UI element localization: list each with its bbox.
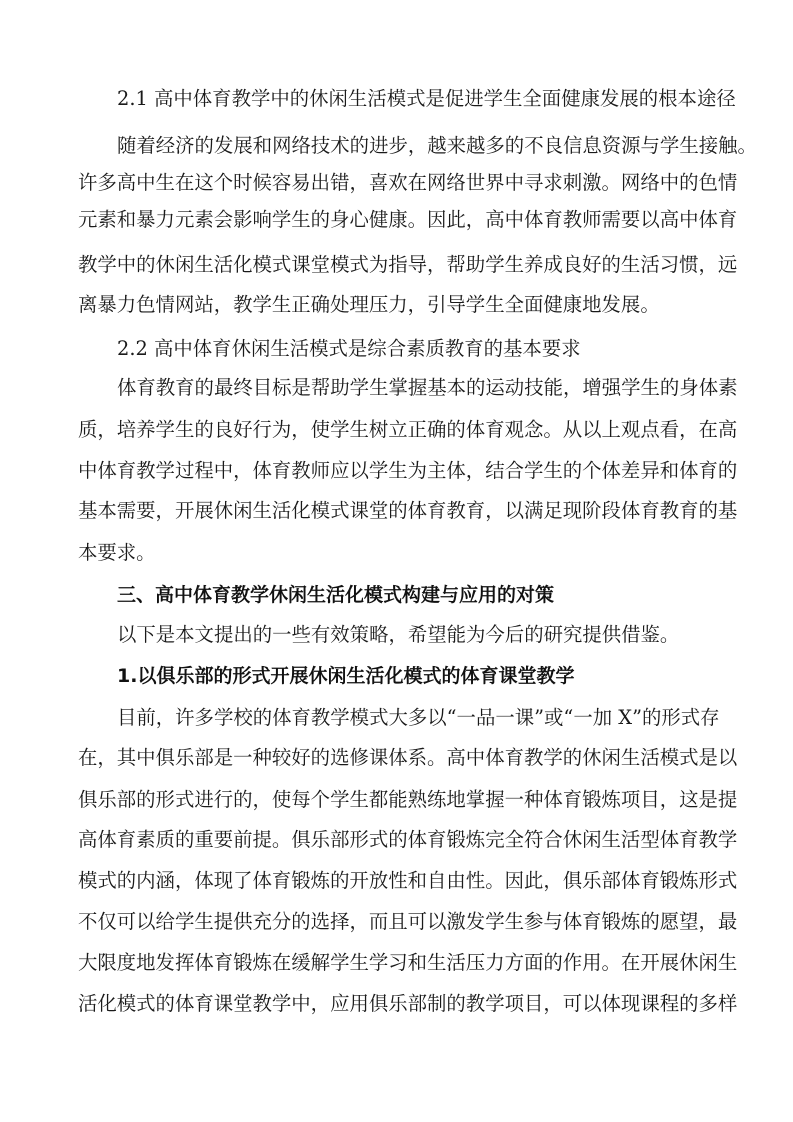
paragraph-line: 质，培养学生的良好行为，使学生树立正确的体育观念。从以上观点看，在高	[78, 418, 738, 441]
paragraph-line: 大限度地发挥体育锻炼在缓解学生学习和生活压力方面的作用。在开展休闲生	[78, 951, 738, 974]
paragraph-line: 中体育教学过程中，体育教师应以学生为主体，结合学生的个体差异和体育的	[78, 459, 738, 482]
paragraph-line: 不仅可以给学生提供充分的选择，而且可以激发学生参与体育锻炼的愿望，最	[78, 910, 738, 933]
subsection-heading-1: 1.以俱乐部的形式开展休闲生活化模式的体育课堂教学	[117, 665, 575, 687]
section-heading-2-2: 2.2 高中体育休闲生活模式是综合素质教育的基本要求	[117, 337, 581, 360]
paragraph-line: 体育教育的最终目标是帮助学生掌握基本的运动技能，增强学生的身体素	[117, 376, 738, 399]
paragraph-line: 许多高中生在这个时候容易出错，喜欢在网络世界中寻求刺激。网络中的色情	[78, 171, 738, 194]
paragraph-line: 俱乐部的形式进行的，使每个学生都能熟练地掌握一种体育锻炼项目，这是提	[78, 788, 738, 811]
paragraph-line: 基本需要，开展休闲生活化模式课堂的体育教育，以满足现阶段体育教育的基	[78, 499, 738, 522]
section-heading-2-1: 2.1 高中体育教学中的休闲生活模式是促进学生全面健康发展的根本途径	[117, 87, 736, 110]
chapter-heading-3: 三、高中体育教学休闲生活化模式构建与应用的对策	[117, 584, 555, 606]
paragraph-line: 以下是本文提出的一些有效策略，希望能为今后的研究提供借鉴。	[117, 623, 680, 646]
paragraph-line: 模式的内涵，体现了体育锻炼的开放性和自由性。因此，俱乐部体育锻炼形式	[78, 869, 738, 892]
paragraph-line: 本要求。	[78, 541, 156, 564]
paragraph-line: 在，其中俱乐部是一种较好的选修课体系。高中体育教学的休闲生活模式是以	[78, 746, 738, 769]
paragraph-line: 随着经济的发展和网络技术的进步，越来越多的不良信息资源与学生接触。	[117, 134, 757, 157]
paragraph-line: 活化模式的体育课堂教学中，应用俱乐部制的教学项目，可以体现课程的多样	[78, 992, 738, 1015]
paragraph-line: 目前，许多学校的体育教学模式大多以“一品一课”或“一加 X”的形式存	[117, 706, 720, 729]
paragraph-line: 元素和暴力元素会影响学生的身心健康。因此，高中体育教师需要以高中体育	[78, 208, 738, 231]
paragraph-line: 高体育素质的重要前提。俱乐部形式的体育锻炼完全符合休闲生活型体育教学	[78, 828, 738, 851]
paragraph-line: 教学中的休闲生活化模式课堂模式为指导，帮助学生养成良好的生活习惯，远	[78, 253, 738, 276]
paragraph-line: 离暴力色情网站，教学生正确处理压力，引导学生全面健康地发展。	[78, 293, 660, 316]
